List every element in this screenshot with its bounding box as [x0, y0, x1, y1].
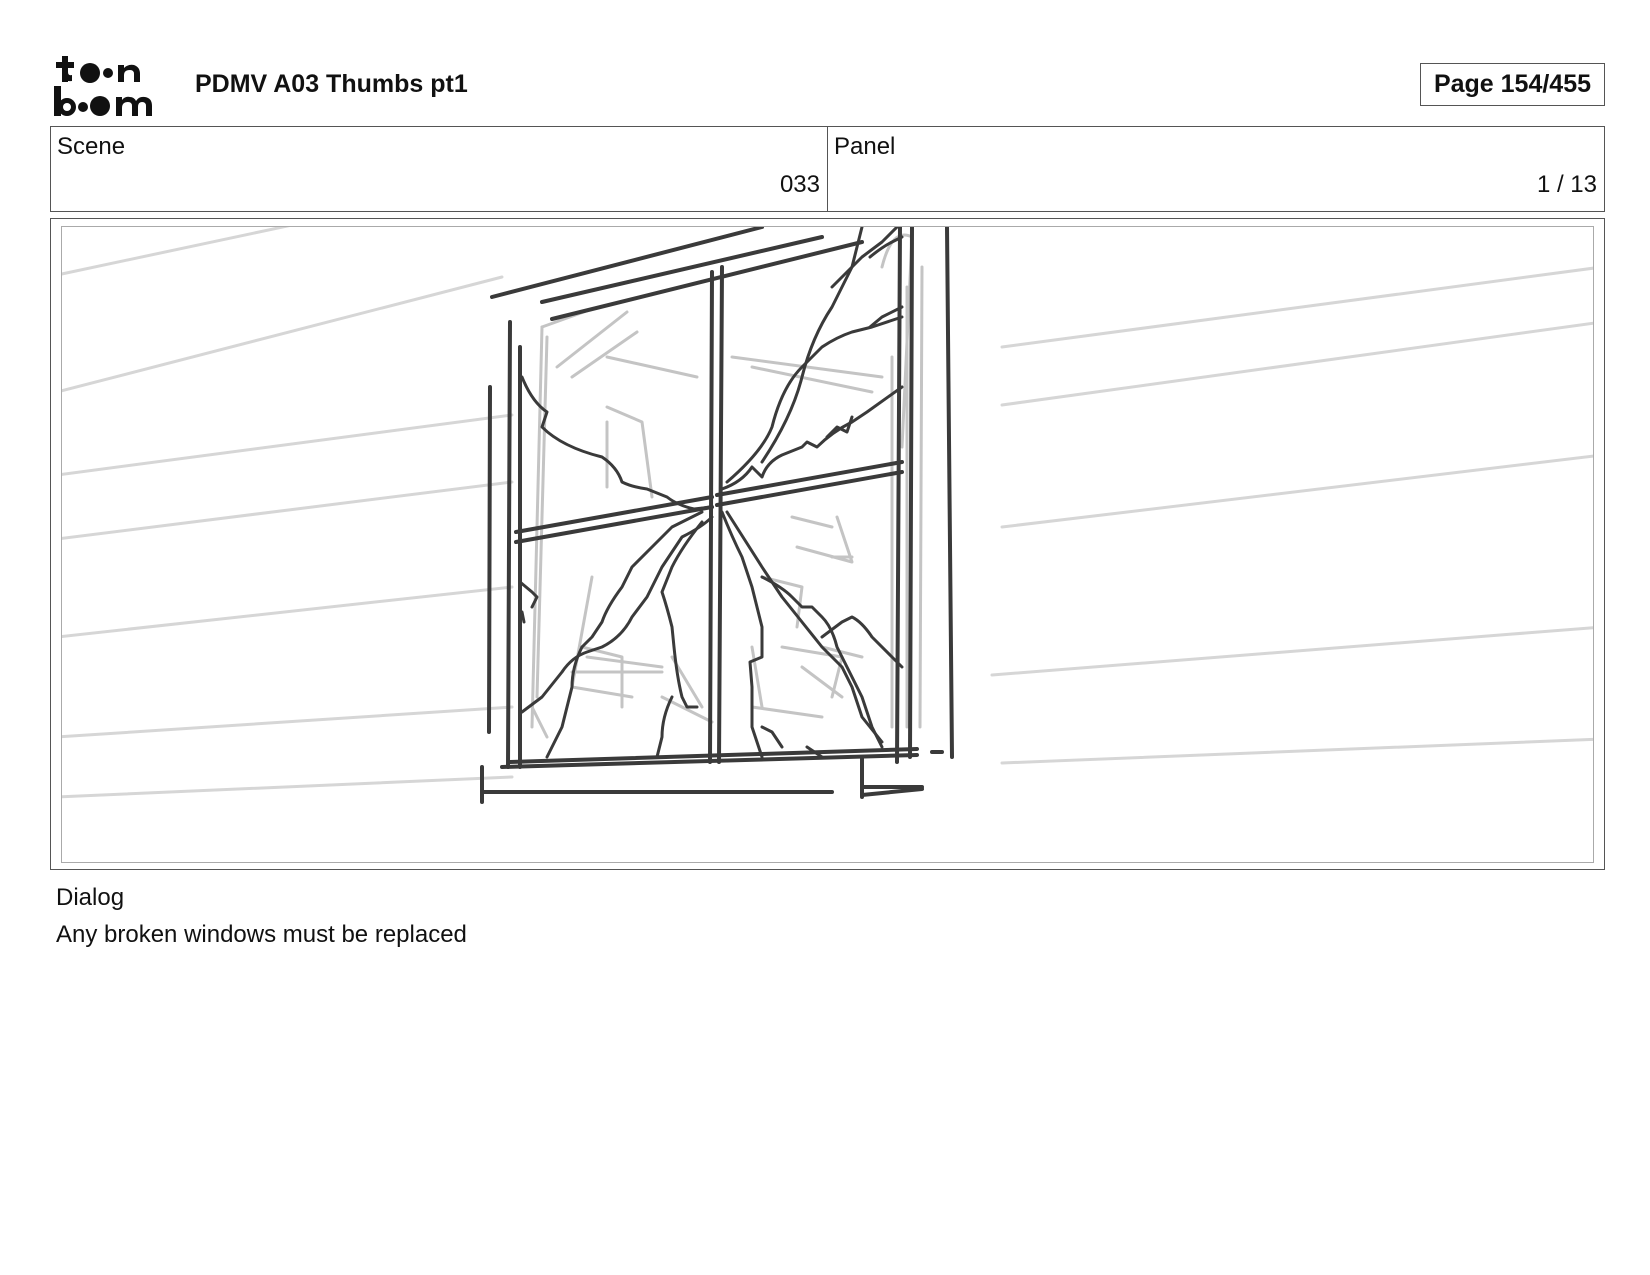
broken-window-sketch	[62, 227, 1594, 863]
scene-number: 033	[779, 171, 820, 198]
dialog-label: Dialog	[56, 884, 125, 911]
panel-number: 1 / 13	[1536, 171, 1597, 198]
scene-label: Scene	[57, 133, 126, 160]
storyboard-panel-image	[61, 226, 1594, 863]
document-title: PDMV A03 Thumbs pt1	[195, 70, 468, 98]
panel-label: Panel	[834, 133, 896, 160]
toon-boom-logo	[52, 52, 170, 118]
dialog-text: Any broken windows must be replaced	[56, 921, 467, 948]
panel-cell	[827, 127, 1604, 211]
page-number-badge: Page 154/455	[1420, 63, 1605, 106]
scene-panel-info	[50, 126, 1605, 212]
scene-cell	[51, 127, 827, 211]
